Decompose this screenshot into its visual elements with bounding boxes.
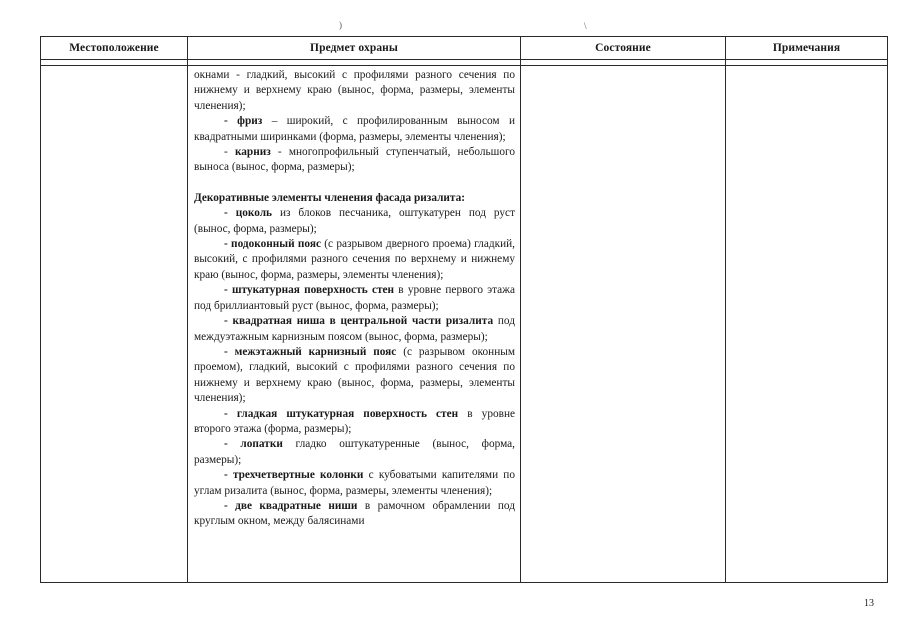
- subject-paragraph: - трехчетвертные колонки с кубоватыми капителями по углам ризалита (вынос, форма, размеры, элементы членения);: [194, 469, 515, 497]
- header-notes: Примечания: [726, 37, 888, 60]
- subject-paragraph: окнами - гладкий, высокий с профилями разного сечения по нижнему и верхнему краю (вынос, форма, размеры, элементы членения);: [194, 69, 515, 112]
- location-cell: [41, 66, 188, 583]
- subject-paragraph: - фриз – широкий, с профилированным выносом и квадратными ширинками (форма, размеры, элементы членения);: [194, 115, 516, 143]
- notes-cell: [726, 66, 888, 583]
- subject-paragraph: - цоколь из блоков песчаника, оштукатурен под руст (вынос, форма, размеры);: [194, 207, 516, 235]
- subject-paragraph: - квадратная ниша в центральной части ризалита под междуэтажным карнизным поясом (вынос, форма, размеры);: [194, 315, 515, 343]
- subject-paragraph: - межэтажный карнизный пояс (с разрывом оконным проемом), гладкий, высокий с профилями разного сечения по нижнему и верхнему краю (вынос, форма, размеры, элементы членения);: [194, 345, 515, 405]
- scan-mark-left: ): [339, 20, 342, 30]
- subject-cell: [188, 66, 521, 583]
- header-state: Состояние: [521, 37, 726, 60]
- table-row: [41, 66, 888, 583]
- subject-paragraph: - лопатки гладко оштукатуренные (вынос, форма, размеры);: [194, 438, 515, 466]
- scan-mark-right: \: [584, 21, 587, 31]
- subject-paragraph: - штукатурная поверхность стен в уровне первого этажа под бриллиантовый руст (вынос, форма, размеры);: [194, 284, 515, 312]
- state-cell: [521, 66, 726, 583]
- protection-subject-table: [40, 36, 888, 583]
- subject-paragraph: - две квадратные ниши в рамочном обрамлении под круглым окном, между балясинами: [194, 499, 515, 528]
- table-header-row: [41, 37, 888, 60]
- subject-paragraph: - подоконный пояс (с разрывом дверного проема) гладкий, высокий, с профилями разного сечения по верхнему и нижнему краю (вынос, форма, размеры, элементы членения);: [194, 238, 515, 281]
- subject-paragraph: - гладкая штукатурная поверхность стен в уровне второго этажа (форма, размеры);: [194, 407, 516, 435]
- subject-paragraph: - карниз - многопрофильный ступенчатый, небольшого выноса (вынос, форма, размеры);: [194, 146, 515, 174]
- page-number: 13: [864, 598, 874, 609]
- header-subject: Предмет охраны: [188, 37, 521, 60]
- header-location: Местоположение: [41, 37, 188, 60]
- section-heading: Декоративные элементы членения фасада ризалита:: [194, 191, 466, 204]
